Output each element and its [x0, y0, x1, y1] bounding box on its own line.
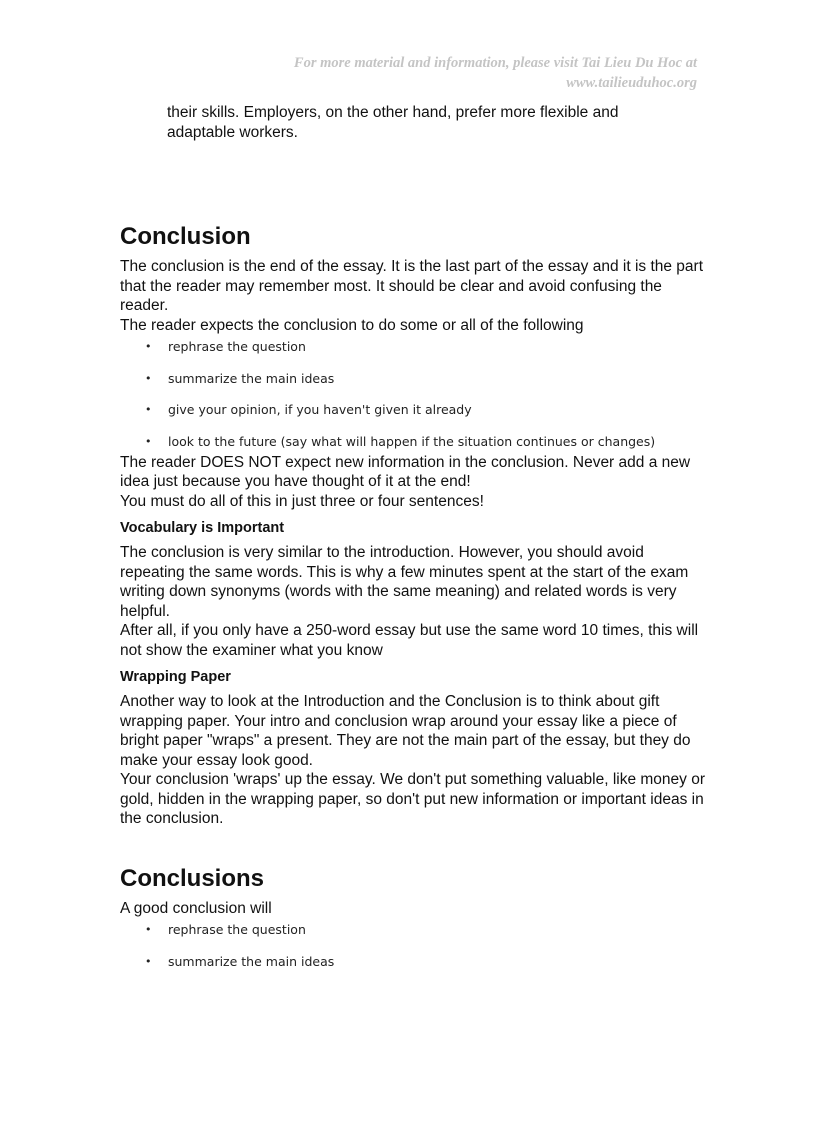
- vocabulary-heading: Vocabulary is Important: [120, 520, 285, 536]
- continued-paragraph: [167, 103, 687, 142]
- list-item: • look to the future (say what will happen if the situation continues or changes): [145, 433, 656, 449]
- bullet-icon: •: [145, 954, 152, 968]
- list-item: • give your opinion, if you haven't given it already: [145, 402, 472, 417]
- conclusion-bullet-list: [120, 339, 710, 450]
- vocabulary-paragraph-1: The conclusion is very similar to the introduction. However, you should avoid repeating the same words. This is why a few minutes spent at the start of the exam writing down synonyms (words with the same meaning) and related words is very helpful.: [120, 544, 689, 620]
- header-line-1: For more material and information, please visit Tai Lieu Du Hoc at: [293, 55, 697, 71]
- bullet-icon: •: [145, 340, 152, 353]
- conclusions-bullet-list: [120, 922, 710, 970]
- page-header-watermark: [294, 53, 697, 93]
- bullet-icon: •: [145, 923, 152, 936]
- conclusions-section: [120, 864, 710, 970]
- list-item: • summarize the main ideas: [145, 953, 335, 969]
- conclusion-expects-paragraph: The reader expects the conclusion to do some or all of the following: [120, 316, 584, 334]
- list-item: • summarize the main ideas: [145, 370, 335, 386]
- wrapping-paragraph-2: Your conclusion 'wraps' up the essay. We don't put something valuable, like money or gold, hidden in the wrapping paper, so don't put new information or important ideas in the conclusion.: [120, 771, 706, 827]
- bullet-icon: •: [145, 434, 152, 448]
- three-sentences-paragraph: You must do all of this in just three or four sentences!: [120, 492, 484, 510]
- vocabulary-paragraph-2: After all, if you only have a 250-word essay but use the same word 10 times, this will not show the examiner what you know: [120, 622, 699, 659]
- bullet-icon: •: [145, 371, 152, 385]
- conclusion-intro-paragraph: The conclusion is the end of the essay. It is the last part of the essay and it is the part that the reader may remember most. It should be clear and avoid confusing the reader.: [120, 258, 704, 314]
- conclusion-heading: Conclusion: [120, 223, 251, 250]
- header-line-2: www.tailieuduhoc.org: [566, 75, 697, 91]
- no-new-info-paragraph: The reader DOES NOT expect new information in the conclusion. Never add a new idea just because you have thought of it at the end!: [120, 453, 691, 490]
- bullet-icon: •: [145, 403, 152, 416]
- list-item: • rephrase the question: [145, 922, 306, 937]
- wrapping-paragraph-1: Another way to look at the Introduction and the Conclusion is to think about gift wrapping paper. Your intro and conclusion wrap around your essay like a piece of bright paper "wraps" a present. They are not the main part of the essay, but they do make your essay look good.: [120, 693, 691, 769]
- main-content: [120, 222, 710, 973]
- wrapping-paper-heading: Wrapping Paper: [120, 669, 231, 685]
- continued-text: their skills. Employers, on the other hand, prefer more flexible and adaptable workers.: [167, 104, 619, 141]
- conclusions-intro: A good conclusion will: [120, 899, 272, 917]
- conclusions-heading: Conclusions: [120, 864, 265, 892]
- list-item: • rephrase the question: [145, 339, 306, 354]
